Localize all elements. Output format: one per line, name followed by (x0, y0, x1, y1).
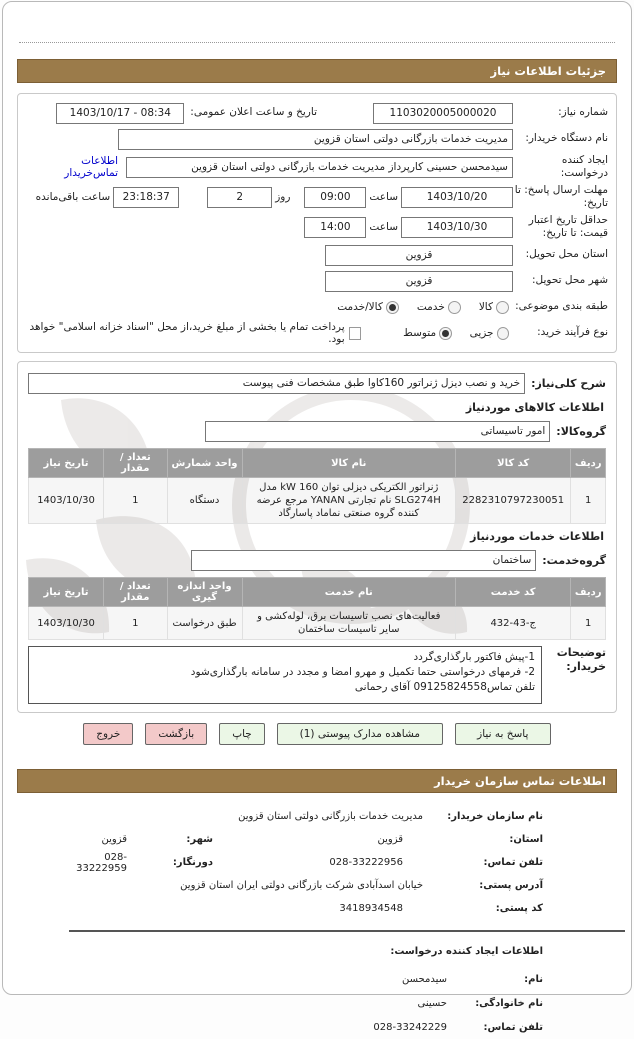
service-need-date: 1403/10/30 (29, 607, 104, 640)
buyer-note-line: 1-پیش فاکتور بارگذاری‌گردد (413, 651, 535, 663)
delivery-province-field: قزوین (325, 245, 513, 266)
radio-service[interactable] (448, 301, 461, 314)
buyer-note-line: تلفن تماس09125824558 آقای رحمانی (354, 681, 535, 694)
remaining-hours-label: ساعت باقی‌مانده (35, 191, 111, 203)
back-button[interactable]: بازگشت (145, 723, 207, 745)
service-group-row (28, 547, 606, 573)
classification-label: طبقه بندی موضوعی: (515, 300, 608, 313)
price-validity-row (26, 212, 608, 242)
service-group-label: گروه‌خدمت: (542, 553, 606, 567)
postal-address-label: آدرس پستی: (479, 880, 543, 891)
first-name-label: نام: (524, 973, 543, 985)
buyer-contact-link[interactable]: اطلاعات تماس‌خریدار (64, 155, 118, 179)
section-divider (69, 930, 625, 932)
need-number-label: شماره نیاز: (558, 106, 608, 119)
goods-col-qty: تعداد / مقدار (104, 449, 167, 478)
goods-col-date: تاریخ نیاز (29, 449, 104, 478)
postal-code-value: 3418934548 (339, 903, 403, 914)
last-name-value: حسینی (417, 997, 447, 1009)
services-col-index: ردیف (571, 578, 606, 607)
last-name-row (69, 991, 543, 1015)
service-code: ج-43-432 (456, 607, 571, 640)
services-table (28, 577, 606, 640)
print-button[interactable]: چاپ (219, 723, 265, 745)
days-remaining-field: 2 (207, 187, 272, 208)
radio-partial[interactable] (497, 327, 509, 340)
reply-deadline-date-field: 1403/10/20 (401, 187, 513, 208)
creator-row (26, 152, 608, 182)
reply-hour-label: ساعت (369, 191, 398, 203)
classification-row (26, 294, 608, 320)
radio-goods-service-label: کالا/خدمت (337, 301, 383, 313)
goods-code: 2282310797230051 (456, 478, 571, 524)
goods-unit: دستگاه (167, 478, 242, 524)
creator-phone-value: 028-33242229 (373, 1021, 447, 1033)
goods-table-row (29, 478, 606, 524)
org-phone-label: تلفن تماس: (483, 857, 543, 868)
action-buttons-row (17, 723, 617, 745)
process-type-row (26, 320, 608, 346)
price-validity-label: حداقل تاریخ اعتبار قیمت: تا تاریخ: (528, 213, 608, 239)
goods-col-code: کد کالا (456, 449, 571, 478)
services-col-date: تاریخ نیاز (29, 578, 104, 607)
delivery-province-label: استان محل تحویل: (525, 248, 608, 261)
need-description-label: شرح کلی‌نیاز: (531, 376, 606, 390)
delivery-city-label: شهر محل تحویل: (532, 274, 608, 287)
need-description-row (28, 370, 606, 396)
reply-deadline-label: مهلت ارسال پاسخ: تا تاریخ: (514, 183, 608, 209)
org-name-row (69, 805, 543, 828)
announce-datetime-field: 1403/10/17 - 08:34 (56, 103, 184, 124)
radio-medium[interactable] (439, 327, 451, 340)
goods-group-field: امور تاسیساتی (205, 421, 550, 442)
services-col-code: کد خدمت (456, 578, 571, 607)
goods-group-label: گروه‌کالا: (556, 424, 606, 438)
service-name: فعالیت‌های نصب تاسیسات برق، لوله‌کشی و سایر تاسیسات ساختمان (242, 607, 456, 640)
service-unit: طبق درخواست (167, 607, 242, 640)
treasury-checkbox[interactable] (349, 327, 361, 340)
goods-col-name: نام کالا (242, 449, 456, 478)
creator-info-title: اطلاعات ایجاد کننده درخواست: (390, 946, 543, 957)
top-dotted-divider (19, 42, 615, 43)
goods-name: ژنراتور الکتریکی دیزلی توان 160 kW مدل SLG274H نام تجارتی YANAN مرجع عرضه کننده گروه صنعتی نماماد پاسارگاد (242, 478, 456, 524)
goods-table (28, 448, 606, 524)
buyer-notes-label: توضیحات خریدار: (556, 646, 606, 674)
creator-field: سیدمحسن حسینی کارپرداز مدیریت خدمات بازرگانی دولتی استان قزوین (126, 157, 513, 178)
need-details-box (17, 361, 617, 713)
goods-need-date: 1403/10/30 (29, 478, 104, 524)
province-value: قزوین (377, 834, 403, 845)
delivery-province-row (26, 242, 608, 268)
price-validity-date-field: 1403/10/30 (401, 217, 513, 238)
first-name-row (69, 967, 543, 991)
creator-phone-label: تلفن تماس: (483, 1021, 543, 1033)
city-value: قزوین (101, 834, 127, 845)
service-qty: 1 (104, 607, 167, 640)
goods-table-header-row (29, 449, 606, 478)
phone-fax-row (69, 851, 543, 874)
goods-qty: 1 (104, 478, 167, 524)
view-attachments-button[interactable]: مشاهده مدارک پیوستی (1) (277, 723, 443, 745)
last-name-label: نام خانوادگی: (475, 997, 543, 1009)
org-name-value: مدیریت خدمات بازرگانی دولتی استان قزوین (238, 811, 423, 822)
goods-index: 1 (571, 478, 606, 524)
request-info-box (17, 93, 617, 353)
buyer-org-label: نام دستگاه خریدار: (525, 132, 608, 145)
first-name-value: سیدمحسن (402, 973, 447, 985)
services-table-row (29, 607, 606, 640)
reply-to-need-button[interactable]: پاسخ به نیاز (455, 723, 551, 745)
fax-label: دورنگار: (172, 857, 213, 868)
time-remaining-field: 23:18:37 (113, 187, 179, 208)
buyer-org-row (26, 126, 608, 152)
exit-button[interactable]: خروج (83, 723, 133, 745)
details-header-bar: جزئیات اطلاعات نیاز (17, 59, 617, 83)
radio-goods[interactable] (496, 301, 509, 314)
process-type-label: نوع فرآیند خرید: (537, 326, 608, 339)
buyer-contact-header-bar: اطلاعات تماس سازمان خریدار (17, 769, 617, 793)
announce-label: تاریخ و ساعت اعلان عمومی: (190, 106, 317, 119)
day-label: روز (275, 191, 291, 203)
services-col-name: نام خدمت (242, 578, 456, 607)
creator-label: ایجاد کننده درخواست: (560, 153, 608, 179)
radio-goods-label: کالا (478, 301, 493, 313)
services-section-title: اطلاعات خدمات موردنیاز (470, 530, 604, 543)
postal-address-value: خیابان اسدآبادی شرکت بازرگانی دولتی ایران استان قزوین (180, 880, 423, 891)
radio-goods-service[interactable] (386, 301, 399, 314)
goods-col-unit: واحد شمارش (167, 449, 242, 478)
buyer-notes-row (28, 646, 606, 704)
service-index: 1 (571, 607, 606, 640)
price-hour-label: ساعت (369, 221, 398, 233)
need-number-field: 1103020005000020 (373, 103, 513, 124)
reply-deadline-row (26, 182, 608, 212)
price-validity-time-field: 14:00 (304, 217, 366, 238)
buyer-note-line: 2- فرمهای درخواستی حتما تکمیل و مهرو امضا و مجدد در سامانه بارگذاری‌شود (190, 666, 535, 679)
goods-col-index: ردیف (571, 449, 606, 478)
delivery-city-row (26, 268, 608, 294)
buyer-contact-section (69, 805, 543, 920)
reply-deadline-time-field: 09:00 (304, 187, 366, 208)
need-description-field: خرید و نصب دیزل ژنراتور 160کاوا طبق مشخصات فنی پیوست (28, 373, 525, 394)
buyer-notes-box (28, 646, 542, 704)
goods-group-row (28, 418, 606, 444)
province-city-row (69, 828, 543, 851)
postal-code-row (69, 897, 543, 920)
buyer-org-field: مدیریت خدمات بازرگانی دولتی استان قزوین (118, 129, 513, 150)
fax-value: 028-33222959 (76, 851, 127, 874)
need-details-page (2, 1, 632, 1033)
need-number-row (26, 100, 608, 126)
creator-info-section (69, 946, 543, 1039)
city-label: شهر: (186, 834, 213, 845)
radio-partial-label: جزیی (469, 327, 494, 339)
org-phone-value: 028-33222956 (329, 857, 403, 868)
service-group-field: ساختمان (191, 550, 536, 571)
postal-address-row (69, 874, 543, 897)
org-name-label: نام سازمان خریدار: (447, 811, 543, 822)
radio-service-label: خدمت (416, 301, 445, 313)
goods-section-title: اطلاعات کالاهای موردنیاز (465, 401, 604, 414)
services-col-unit: واحد اندازه گیری (167, 578, 242, 607)
postal-code-label: کد پستی: (495, 903, 543, 914)
services-col-qty: تعداد / مقدار (104, 578, 167, 607)
province-label: استان: (509, 834, 543, 845)
delivery-city-field: قزوین (325, 271, 513, 292)
treasury-checkbox-label: پرداخت تمام یا بخشی از مبلغ خرید،از محل "اسناد خزانه اسلامی" خواهد بود. (29, 321, 345, 345)
services-table-header-row (29, 578, 606, 607)
creator-phone-row (69, 1015, 543, 1039)
radio-medium-label: متوسط (403, 327, 437, 339)
